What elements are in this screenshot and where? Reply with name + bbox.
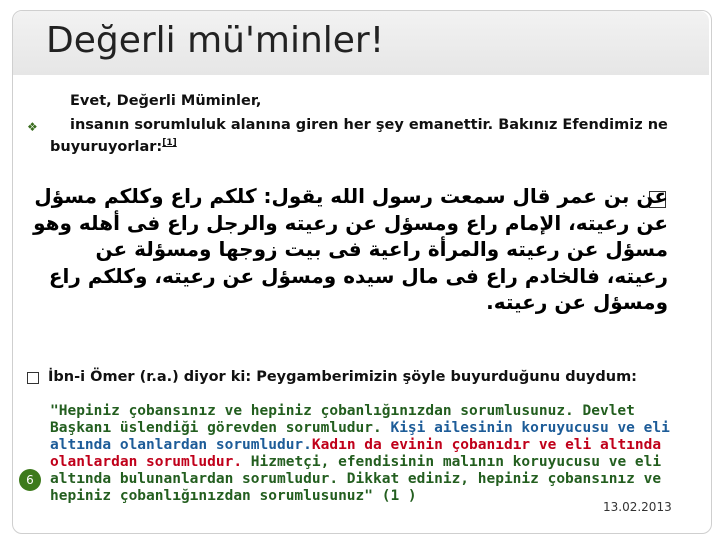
quote-segment: Kişi ailesinin koruyucusu ve eli altında olanlardan sorumludur. [50,420,670,453]
hadith-translation-quote [50,403,700,505]
intro-heading: Evet, Değerli Müminler, [70,93,262,109]
arabic-hadith: عن بن عمر قال سمعت رسول الله يقول: كلكم راع وكلكم مسؤل عن رعيته، الإمام راع ومسؤل عن رعيته والرجل راع فى أهله وهو مسؤل عن رعيته والمرأة راعية فى بيت زوجها ومسؤلة عن رعيته، فالخادم راع فى مال سيده ومسؤل عن رعيته، وكلكم راع ومسؤل عن رعيته. [33,184,668,314]
slide-title: Değerli mü'minler! [46,20,385,61]
quote-segment: Kadın da evinin çobanıdır ve eli altında olanlardan sorumludur. [50,437,662,470]
intro-body [50,116,690,156]
footnote-ref-link[interactable]: [1] [162,138,177,148]
checkbox-bullet-icon [27,372,39,384]
slide-date: 13.02.2013 [603,500,672,514]
quote-segment: "Hepiniz çobansınız ve hepiniz çobanlığınızdan sorumlusunuz. Devlet Başkanı üslendiği görevden sorumludur. [50,403,635,436]
slide-number-badge: 6 [19,469,41,491]
quote-segment: Hizmetçi, efendisinin malının koruyucusu ve eli altında bulunanlardan sorumludur. Dikkat ediniz, hepiniz çobansınız ve hepiniz çobanlığınızdan sorumlusunuz" (1 ) [50,454,662,504]
intro-body-text: insanın sorumluluk alanına giren her şey emanettir. Bakınız Efendimiz ne buyuruyorlar: [50,117,668,155]
diamond-bullet-icon: ❖ [27,120,38,134]
translation-intro: İbn-i Ömer (r.a.) diyor ki: Peygamberimizin şöyle buyurduğunu duydum: [48,369,637,385]
